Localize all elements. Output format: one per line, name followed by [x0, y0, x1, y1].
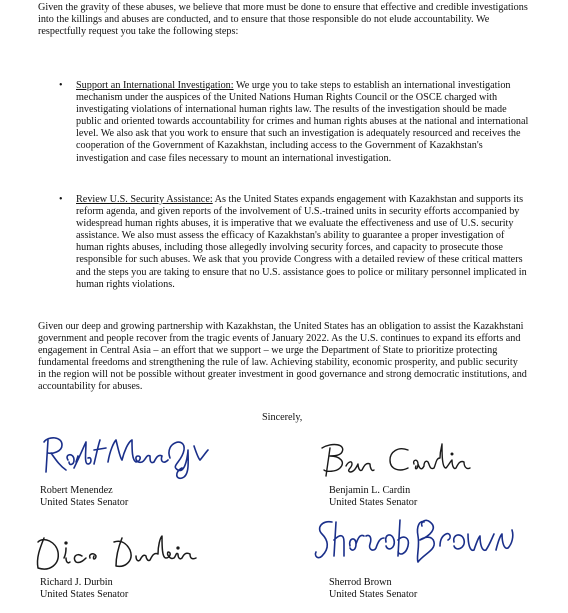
bullet-heading: Support an International Investigation: [76, 80, 234, 91]
signer-title: United States Senator [329, 589, 418, 601]
signer-durbin [40, 577, 128, 601]
bullet-text: We urge you to take steps to establish an international investigation mechanism under the auspices of the United Nations Human Rights Council or the OSCE charged with investigating violations of international human rights law. The results of the investigation should be made public and oriented towards accountability for crimes and human rights abuses at the national and international level. We also ask that you work to ensure that such an investigation is adequately resourced and receives the cooperation of the Government of Kazakhstan, including access to the Government of Kazakhstan's investigation and case files necessary to mount an international investigation. [76, 80, 529, 164]
signer-name: Sherrod Brown [329, 577, 392, 588]
bullet-icon: • [59, 80, 63, 91]
signer-title: United States Senator [40, 589, 129, 601]
signer-brown [329, 577, 417, 601]
bullet-text: As the United States expands engagement with Kazakhstan and supports its reform agenda, and given reports of the involvement of U.S.-trained units in security efforts accompanied by widespread human rights abuses, it is imperative that we evaluate the effectiveness and use of U.S. security assistance. We also must assess the efficacy of Kazakhstan's ability to guarantee a proper investigation of human rights abuses, including those allegedly involving security forces, and capacity to prosecute those responsible for such abuses. We ask that you provide Congress with a detailed review of these critical matters and the steps you are taking to ensure that no U.S. assistance goes to police or military personnel implicated in human rights violations. [76, 194, 527, 290]
signer-menendez [40, 485, 128, 509]
signer-name: Richard J. Durbin [40, 577, 113, 588]
signature-menendez [38, 432, 218, 482]
intro-paragraph: Given the gravity of these abuses, we believe that more must be done to ensure that effective and credible investigations into the killings and abuses are conducted, and to ensure that those responsible do not elude accountability. We respectfully request you take the following steps: [38, 2, 528, 38]
sign-off: Sincerely, [262, 412, 303, 423]
bullet-item-investigation [59, 80, 531, 165]
bullet-heading: Review U.S. Security Assistance: [76, 194, 213, 205]
signer-name: Robert Menendez [40, 485, 113, 496]
bullet-icon: • [59, 194, 63, 205]
signature-durbin [30, 528, 210, 576]
signer-cardin [329, 485, 417, 509]
signature-cardin [318, 440, 478, 482]
signature-brown [312, 516, 522, 576]
closing-paragraph: Given our deep and growing partnership with Kazakhstan, the United States has an obligation to assist the Kazakhstani government and people recover from the tragic events of January 2022. As the U.S. continues to expand its efforts and engagement in Central Asia – an effort that we support – we urge the Department of State to prioritize protecting fundamental freedoms and strengthening the rule of law. Achieving stability, economic prosperity, and public security in the region will not be possible without greater investment in good governance and strong democratic institutions, and accountability for abuses. [38, 321, 527, 393]
signer-name: Benjamin L. Cardin [329, 485, 411, 496]
signer-title: United States Senator [329, 497, 418, 509]
bullet-item-security-assistance [59, 194, 531, 291]
signer-title: United States Senator [40, 497, 129, 509]
